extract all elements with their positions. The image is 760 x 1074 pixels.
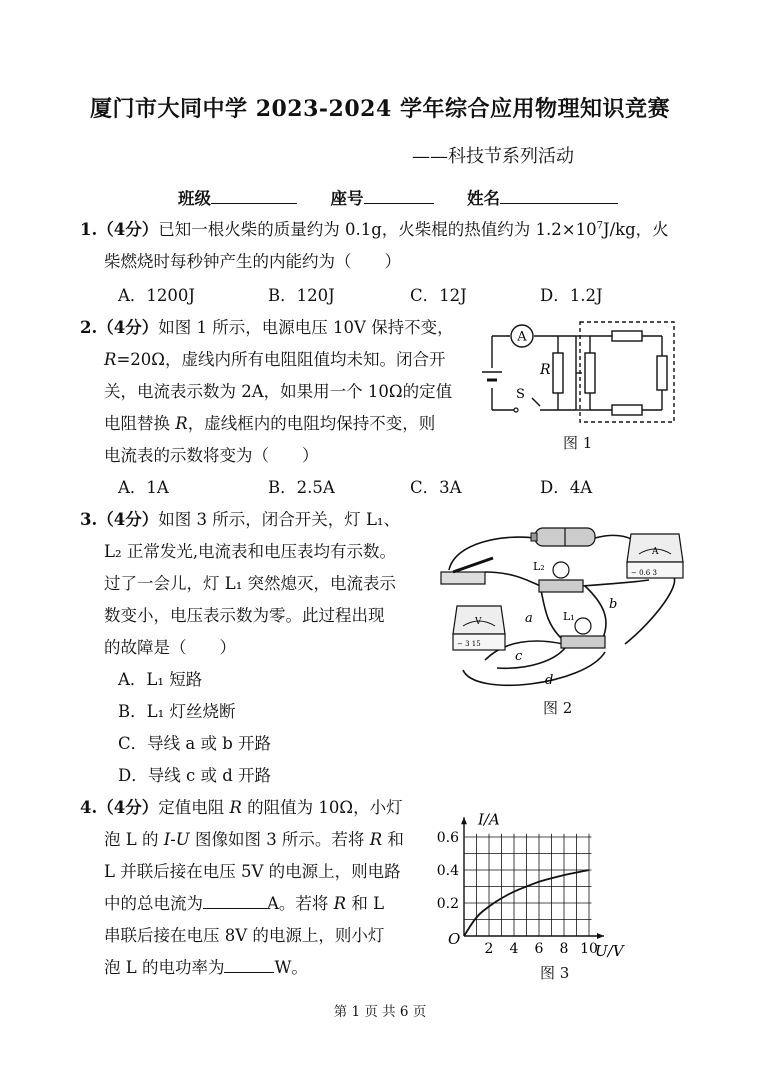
name-label: 姓名	[467, 189, 500, 208]
q2-number: 2.	[80, 318, 98, 337]
q4-iu-symbol: I-U	[163, 830, 190, 849]
q2-option-c[interactable]: C．3A	[410, 478, 462, 497]
q3-text1: 如图 3 所示，闭合开关，灯 L₁、	[158, 510, 401, 529]
q4-text1a: 定值电阻	[158, 798, 230, 817]
q1-option-b[interactable]: B．120J	[268, 286, 335, 305]
q4-line5: 串联后接在电压 8V 的电源上，则小灯	[104, 926, 385, 945]
x-axis-label: U/V	[595, 942, 624, 960]
q2-line5: 电流表的示数将变为（ ）	[104, 446, 319, 465]
ammeter-label: A	[517, 329, 527, 345]
x-tick-label: 10	[580, 941, 598, 957]
q4-text4c: 和 L	[346, 894, 385, 913]
figure-1-caption: 图 1	[563, 434, 593, 452]
name-field[interactable]	[500, 187, 618, 204]
q4-text4b: A。若将	[267, 894, 334, 913]
y-tick-label: 0.2	[436, 896, 459, 912]
q4-number: 4.	[80, 798, 98, 817]
q1-text-a: 已知一根火柴的质量约为 0.1g，火柴棍的热值约为 1.2×10	[158, 220, 597, 239]
q4-text6b: W。	[274, 958, 308, 977]
seat-field[interactable]	[364, 187, 434, 204]
q3-score: （4分）	[97, 510, 159, 529]
q4-answer-current[interactable]	[203, 892, 267, 909]
q3-option-c[interactable]: C．导线 a 或 b 开路	[118, 734, 272, 753]
x-tick-label: 4	[509, 941, 519, 957]
q3-option-a[interactable]: A．L₁ 短路	[118, 670, 203, 689]
y-axis-label: I/A	[478, 810, 500, 829]
q3-line2: L₂ 正常发光,电流表和电压表均有示数。	[104, 542, 397, 561]
q4-line3: L 并联后接在电压 5V 的电源上，则电路	[104, 862, 401, 881]
lamp-l1-icon	[561, 610, 605, 648]
q1-option-a[interactable]: A．1200J	[118, 286, 196, 305]
q3-option-b[interactable]: B．L₁ 灯丝烧断	[118, 702, 236, 721]
seat-label: 座号	[330, 189, 364, 208]
l2-label: L₂	[533, 560, 545, 573]
voltmeter-device-label: V	[475, 617, 482, 627]
ammeter-device-scale: − 0.6 3	[631, 569, 657, 577]
q2-text4a: 电阻替换	[104, 414, 176, 433]
q2-line1	[80, 314, 454, 338]
q3-line5: 的故障是（ ）	[104, 638, 236, 657]
wire-c-label: c	[515, 649, 523, 664]
ammeter-device-icon	[627, 534, 683, 578]
figure-3-caption: 图 3	[540, 964, 570, 982]
q4-line6	[104, 954, 308, 978]
figure-1-circuit	[480, 318, 680, 428]
q2-option-b[interactable]: B．2.5A	[268, 478, 335, 497]
q1-sup: 7	[596, 220, 603, 232]
q2-text2: =20Ω，虚线内所有电阻阻值均未知。闭合开	[116, 350, 446, 369]
l1-label: L₁	[563, 610, 575, 623]
q4-score: （4分）	[97, 798, 159, 817]
q4-line2	[104, 826, 404, 850]
battery-icon	[531, 528, 595, 546]
q3-option-d[interactable]: D．导线 c 或 d 开路	[118, 766, 272, 785]
q1-line1	[80, 216, 669, 240]
resistor-label: R	[540, 362, 551, 378]
q3-line3: 过了一会儿，灯 L₁ 突然熄灭，电流表示	[104, 574, 397, 593]
page-subtitle: ——科技节系列活动	[412, 146, 574, 167]
q2-score: （4分）	[97, 318, 159, 337]
y-axis-arrow	[461, 817, 467, 824]
q4-text2b: 图像如图 3 所示。若将	[189, 830, 370, 849]
q4-text6a: 泡 L 的电功率为	[104, 958, 225, 977]
q2-line4	[104, 410, 435, 434]
q2-line3: 关，电流表示数为 2A，如果用一个 10Ω的定值	[104, 382, 453, 401]
x-tick-label: 6	[534, 941, 544, 957]
page-footer: 第 1 页 共 6 页	[333, 1004, 427, 1020]
q1-option-c[interactable]: C．12J	[410, 286, 467, 305]
class-field[interactable]	[211, 187, 297, 204]
q1-number: 1.	[80, 220, 98, 239]
q4-text2c: 和	[382, 830, 404, 849]
q4-text1b: 的阻值为 10Ω，小灯	[241, 798, 403, 817]
y-tick-label: 0.4	[436, 863, 459, 879]
figure-2-caption: 图 2	[543, 699, 573, 717]
switch-label: S	[516, 387, 525, 402]
wire-a-label: a	[525, 611, 533, 626]
q1-text-b: J/kg，火	[602, 220, 669, 239]
ammeter-device-label: A	[652, 547, 659, 557]
q4-line1	[80, 794, 403, 818]
x-tick-label: 8	[559, 941, 569, 957]
origin-label: O	[448, 930, 461, 948]
q2-text1: 如图 1 所示，电源电压 10V 保持不变，	[158, 318, 454, 337]
figure-2-circuit	[435, 520, 685, 690]
q3-line4: 数变小，电压表示数为零。此过程出现	[104, 606, 385, 625]
x-tick-label: 2	[484, 941, 494, 957]
q4-answer-power[interactable]	[224, 956, 274, 973]
q3-number: 3.	[80, 510, 98, 529]
wire-b-label: b	[609, 597, 618, 612]
switch-icon	[441, 558, 493, 584]
q1-option-d[interactable]: D．1.2J	[540, 286, 603, 305]
voltmeter-device-icon	[453, 606, 505, 650]
q4-text2a: 泡 L 的	[104, 830, 164, 849]
lamp-l2-icon	[533, 560, 583, 592]
q4-r-symbol: R	[229, 798, 242, 817]
q1-line2: 柴燃烧时每秒钟产生的内能约为（ ）	[104, 252, 401, 271]
wire-d-label: d	[545, 673, 554, 688]
class-label: 班级	[178, 189, 211, 208]
q2-r-symbol-2: R	[175, 414, 188, 433]
q2-option-a[interactable]: A．1A	[118, 478, 169, 497]
x-axis-arrow	[597, 933, 604, 939]
q1-score: （4分）	[97, 220, 159, 239]
q4-r-symbol-2: R	[369, 830, 383, 849]
q2-r-symbol: R	[104, 350, 117, 369]
y-tick-label: 0.6	[436, 830, 459, 846]
q2-text4b: ，虚线框内的电阻均保持不变，则	[187, 414, 436, 433]
q2-option-d[interactable]: D．4A	[540, 478, 593, 497]
q3-line1	[80, 506, 400, 530]
figure-3-iu-chart	[430, 800, 680, 960]
q4-text4a: 中的总电流为	[104, 894, 203, 913]
q4-r-symbol-3: R	[333, 894, 347, 913]
voltmeter-device-scale: − 3 15	[457, 640, 481, 648]
student-info	[178, 185, 618, 209]
q2-line2	[104, 346, 445, 370]
q4-line4	[104, 890, 384, 914]
page-title: 厦门市大同中学 2023-2024 学年综合应用物理知识竞赛	[90, 96, 670, 122]
